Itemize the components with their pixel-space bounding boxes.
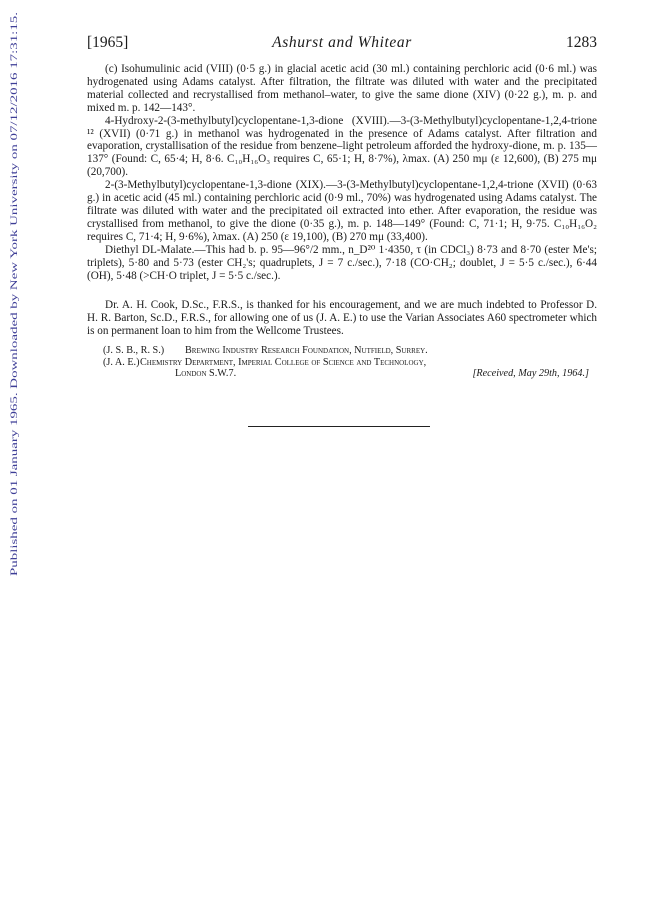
address-chemistry-department: Chemistry Department, Imperial College of Science and Technology, (140, 356, 427, 368)
page-number: 1283 (566, 34, 597, 51)
address-city: London S.W.7. (175, 367, 237, 379)
paragraph-diethyl-malate: Diethyl DL-Malate.—This had b. p. 95—96°/2 mm., n_D²⁰ 1·4350, τ (in CDCl₃) 8·73 and 8·70 (ester Me's; triplets), 5·80 and 5·73 (ester CH₂'s; quadruplets, J = 7 c./sec.), 7·18 (CO·CH₂; doublet, J = 5·5 c./sec.), 6·44 (OH), 5·48 (>CH·O triplet, J = 5·5 c./sec.). (87, 243, 597, 282)
paragraph-isohumulinic-acid: (c) Isohumulinic acid (VIII) (0·5 g.) in glacial acetic acid (30 ml.) containing perchloric acid (0·6 ml.) was hydrogenated using Adams catalyst. After filtration, the filtrate was diluted with water and the precipitated material collected and recrystallised from methanol–water, to give the same dione (XIV) (0·22 g.), m. p. and mixed m. p. 142—143°. (87, 63, 597, 114)
running-header (87, 34, 597, 56)
journal-year: [1965] (87, 34, 129, 51)
paragraph-cyclopentane-dione: 2-(3-Methylbutyl)cyclopentane-1,3-dione (XIX).—3-(3-Methylbutyl)cyclopentane-1,2,4-trione (XVII) (0·63 g.) in acetic acid (45 ml.) containing perchloric acid (0·9 ml., 70%) was hydrogenated using Adams catalyst. The filtrate was diluted with water and the precipitated oil extracted into ether. After evaporation, the residue was crystallised from methanol, to give the dione (0·35 g.), m. p. 148—149° (Found: C, 71·1; H, 9·75. C₁₀H₁₆O₂ requires C, 71·4; H, 9·6%), λmax. (A) 250 (ε 19,100), (B) 270 mμ (33,400). (87, 179, 597, 243)
article-body (87, 63, 597, 379)
acknowledgements: Dr. A. H. Cook, D.Sc., F.R.S., is thanked for his encouragement, and we are much indebted to Professor D. H. R. Barton, Sc.D., F.R.S., for allowing one of us (J. A. E.) to use the Varian Associates A60 spectrometer which is on permanent loan to him from the Wellcome Trustees. (87, 299, 597, 338)
running-authors: Ashurst and Whitear (272, 34, 412, 51)
download-provenance-text: Published on 01 January 1965. Downloaded by New York University on 07/12/2016 17:31:15. (10, 221, 20, 576)
end-of-article-rule (248, 426, 430, 427)
address-initials-2: (J. A. E.) (103, 356, 140, 368)
received-date: [Received, May 29th, 1964.] (472, 367, 589, 379)
address-initials-1: (J. S. B., R. S.) (103, 345, 165, 357)
address-brewing-foundation: Brewing Industry Research Foundation, Nutfield, Surrey. (185, 345, 428, 357)
download-provenance-stamp (8, 8, 20, 576)
paragraph-hydroxy-dione: 4-Hydroxy-2-(3-methylbutyl)cyclopentane-1,3-dione (XVIII).—3-(3-Methylbutyl)cyclopentane-1,2,4-trione ¹² (XVII) (0·71 g.) in methanol was hydrogenated in the presence of Adams catalyst. After filtration and evaporation, crystallisation of the residue from benzene–light petroleum afforded the hydroxy-dione, m. p. 135—137° (Found: C, 65·4; H, 8·6. C₁₀H₁₆O₃ requires C, 65·1; H, 8·7%), λmax. (A) 250 mμ (ε 12,600), (B) 275 mμ (20,700). (87, 114, 597, 179)
author-addresses (87, 345, 597, 379)
